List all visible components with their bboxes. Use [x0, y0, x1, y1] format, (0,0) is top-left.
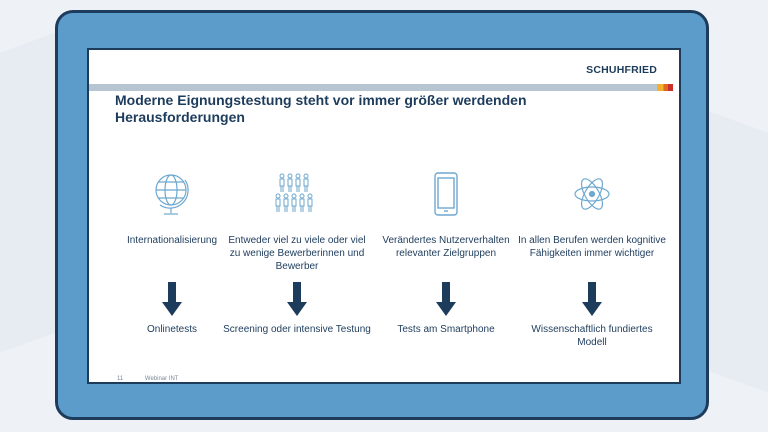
slide-footer	[117, 376, 198, 382]
slide-title: Moderne Eignungstestung steht vor immer größer werdenden Herausforderungen	[115, 92, 527, 125]
column-bewerber	[222, 170, 372, 335]
challenge-text: Internationalisierung	[126, 235, 218, 246]
column-nutzerverhalten	[371, 170, 521, 335]
people-group-icon	[222, 170, 372, 218]
slide	[87, 48, 681, 384]
solution-text: Screening oder intensive Testung	[223, 324, 371, 335]
challenge-text: In allen Berufen werden kognitive Fähigkeiten immer wichtiger	[518, 235, 666, 259]
footer-text: Webinar INT	[144, 376, 179, 382]
smartphone-icon	[371, 170, 521, 218]
arrow-down-icon	[517, 282, 667, 316]
solution-text: Onlinetests	[146, 324, 198, 335]
header-bar	[89, 84, 657, 91]
challenge-text: Entweder viel zu viele oder viel zu wenige Bewerberinnen und Bewerber	[228, 235, 366, 272]
page-number: 11	[117, 376, 124, 382]
column-kognitive-faehigkeiten	[517, 170, 667, 348]
schuhfried-logo: SCHUHFRIED	[586, 64, 657, 76]
atom-icon	[517, 170, 667, 218]
solution-text: Wissenschaftlich fundiertes Modell	[531, 324, 653, 348]
header-accent	[657, 84, 673, 91]
arrow-down-icon	[222, 282, 372, 316]
solution-text: Tests am Smartphone	[397, 324, 495, 335]
arrow-down-icon	[371, 282, 521, 316]
challenge-text: Verändertes Nutzerverhalten relevanter Zielgruppen	[382, 235, 510, 259]
